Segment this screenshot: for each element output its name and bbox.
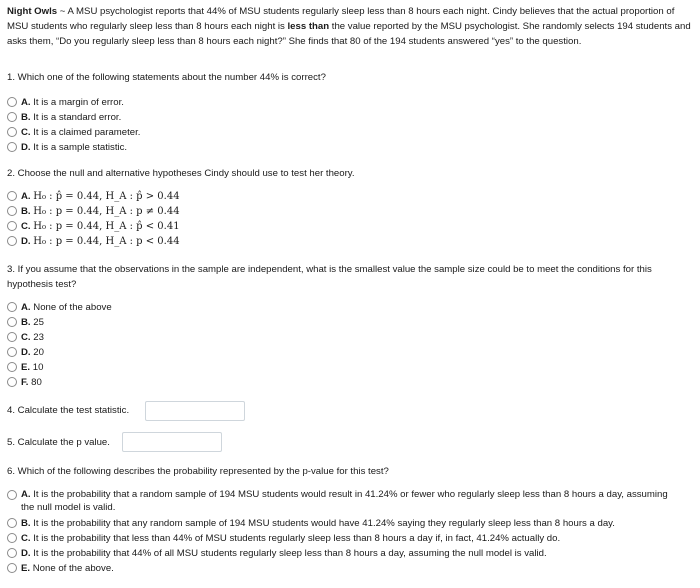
- radio-button[interactable]: [7, 563, 17, 573]
- q6-option-a[interactable]: A. It is the probability that a random sample of 194 MSU students would result in 41.24% or fewer who regularly sleep less than 8 hours a day, assuming the null model is valid.: [7, 488, 681, 516]
- test-statistic-input[interactable]: [145, 401, 245, 421]
- question-4-label: 4. Calculate the test statistic.: [7, 405, 130, 416]
- radio-button[interactable]: [7, 112, 17, 122]
- q6-option-c[interactable]: C. It is the probability that less than 44% of MSU students regularly sleep less than 8 hours a day if, in fact, 41.24% actually do.: [7, 531, 681, 546]
- q6-option-b[interactable]: B. It is the probability that any random sample of 194 MSU students would have 41.24% saying they regularly sleep less than 8 hours a day.: [7, 516, 681, 531]
- radio-button[interactable]: [7, 362, 17, 372]
- question-6-title: 6. Which of the following describes the probability represented by the p-value for this test?: [7, 466, 389, 477]
- problem-title: Night Owls: [7, 6, 58, 17]
- q6-option-e[interactable]: E. None of the above.: [7, 561, 681, 576]
- radio-button[interactable]: [7, 302, 17, 312]
- q3-option-c[interactable]: C. 23: [7, 330, 112, 345]
- radio-button[interactable]: [7, 127, 17, 137]
- q3-option-f[interactable]: F. 80: [7, 375, 112, 390]
- q3-option-a[interactable]: A. None of the above: [7, 300, 112, 315]
- radio-button[interactable]: [7, 533, 17, 543]
- question-2-options: [7, 189, 180, 249]
- radio-button[interactable]: [7, 97, 17, 107]
- q3-option-b[interactable]: B. 25: [7, 315, 112, 330]
- hypothesis-expression: H₀ : p = 0.44, H_A : p̂ < 0.41: [33, 221, 180, 232]
- q3-option-d[interactable]: D. 20: [7, 345, 112, 360]
- radio-button[interactable]: [7, 518, 17, 528]
- hypothesis-expression: H₀ : p = 0.44, H_A : p < 0.44: [33, 236, 180, 247]
- q2-option-b[interactable]: B. H₀ : p = 0.44, H_A : p ≠ 0.44: [7, 204, 180, 219]
- radio-button[interactable]: [7, 347, 17, 357]
- radio-button[interactable]: [7, 221, 17, 231]
- hypothesis-expression: H₀ : p̂ = 0.44, H_A : p̂ > 0.44: [33, 191, 180, 202]
- radio-button[interactable]: [7, 490, 17, 500]
- q2-option-c[interactable]: C. H₀ : p = 0.44, H_A : p̂ < 0.41: [7, 219, 180, 234]
- q3-option-e[interactable]: E. 10: [7, 360, 112, 375]
- radio-button[interactable]: [7, 236, 17, 246]
- q1-option-a[interactable]: A. It is a margin of error.: [7, 95, 140, 110]
- q2-option-a[interactable]: A. H₀ : p̂ = 0.44, H_A : p̂ > 0.44: [7, 189, 180, 204]
- q6-option-d[interactable]: D. It is the probability that 44% of all MSU students regularly sleep less than 8 hours a day, assuming the null model is valid.: [7, 546, 681, 561]
- radio-button[interactable]: [7, 317, 17, 327]
- radio-button[interactable]: [7, 206, 17, 216]
- intro-bold-phrase: less than: [287, 21, 330, 33]
- radio-button[interactable]: [7, 548, 17, 558]
- question-1-options: [7, 95, 140, 155]
- question-3-options: [7, 300, 112, 390]
- problem-intro: [7, 4, 691, 50]
- title-dash: ~: [57, 6, 68, 17]
- question-1-title: 1. Which one of the following statements about the number 44% is correct?: [7, 72, 326, 83]
- radio-button[interactable]: [7, 332, 17, 342]
- q2-option-d[interactable]: D. H₀ : p = 0.44, H_A : p < 0.44: [7, 234, 180, 249]
- radio-button[interactable]: [7, 191, 17, 201]
- question-6-options: [7, 488, 681, 576]
- intro-text-b: the value reported by the MSU psychologist. She randomly selects 194 students and asks them, “Do you regularly sleep less than 8 hours each night?” She finds that 80 of the 194 students answered “yes” to the question.: [7, 21, 691, 48]
- q1-option-d[interactable]: D. It is a sample statistic.: [7, 140, 140, 155]
- hypothesis-expression: H₀ : p = 0.44, H_A : p ≠ 0.44: [33, 206, 180, 217]
- radio-button[interactable]: [7, 142, 17, 152]
- intro-text-a: A MSU psychologist reports that 44% of MSU students regularly sleep less than 8 hours each night. Cindy believes that the actual proportion of MSU students who regularly sleep less than 8 hours each night is: [7, 6, 675, 33]
- p-value-input[interactable]: [122, 432, 222, 452]
- q1-option-b[interactable]: B. It is a standard error.: [7, 110, 140, 125]
- radio-button[interactable]: [7, 377, 17, 387]
- question-5-label: 5. Calculate the p value.: [7, 437, 110, 448]
- question-2-title: 2. Choose the null and alternative hypotheses Cindy should use to test her theory.: [7, 168, 355, 179]
- question-3-title: 3. If you assume that the observations in the sample are independent, what is the smallest value the sample size could be to meet the conditions for this hypothesis test?: [7, 264, 652, 290]
- q1-option-c[interactable]: C. It is a claimed parameter.: [7, 125, 140, 140]
